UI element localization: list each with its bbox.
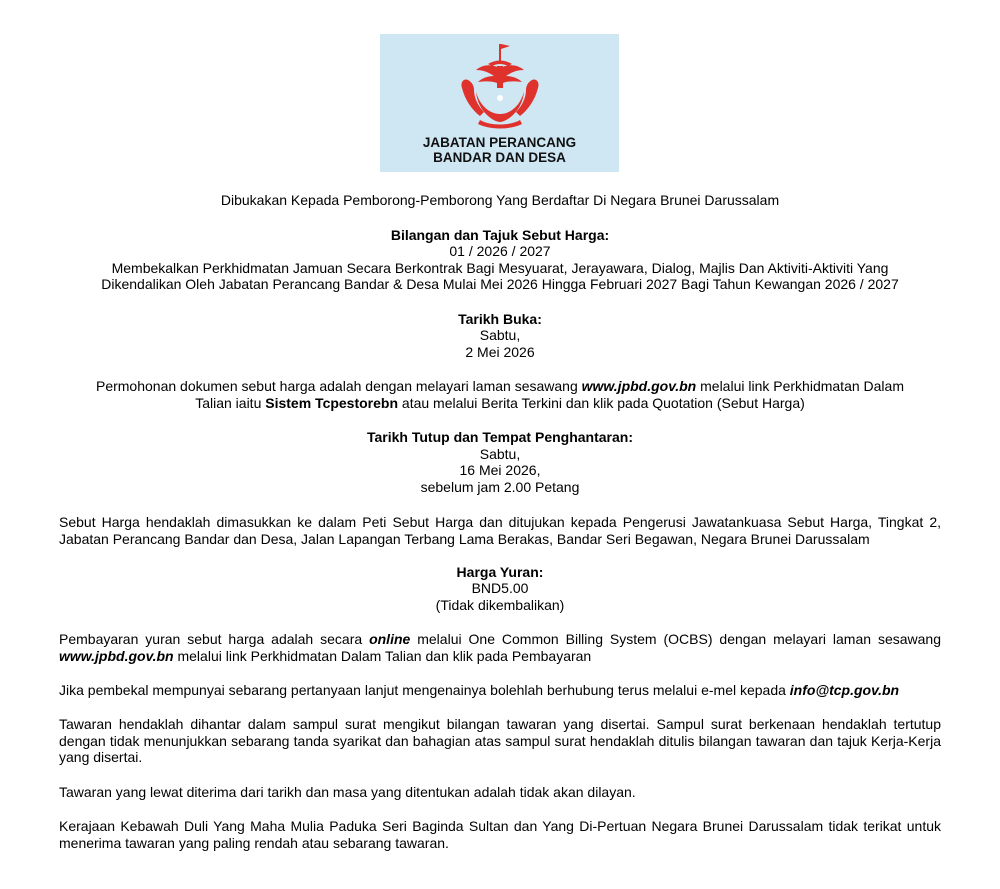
logo-line-2: BANDAR DAN DESA bbox=[433, 150, 566, 165]
pertanyaan-body: Jika pembekal mempunyai sebarang pertanyaan lanjut mengenainya bolehlah berhubung terus melalui e-mel kepada bbox=[59, 682, 790, 698]
permohonan-line-1 bbox=[40, 378, 960, 395]
bilangan-heading: Bilangan dan Tajuk Sebut Harga: bbox=[390, 227, 610, 243]
pertanyaan-email[interactable]: info@tcp.gov.bn bbox=[789, 682, 900, 698]
pembayaran-text-1: Pembayaran yuran sebut harga adalah secara bbox=[59, 631, 370, 647]
bilangan-title-line-1: Membekalkan Perkhidmatan Jamuan Secara Berkontrak Bagi Mesyuarat, Jerayawara, Dialog, Majlis Dan Aktiviti-Aktiviti Yang bbox=[111, 260, 889, 276]
bilangan-title-line-2: Dikendalikan Oleh Jabatan Perancang Bandar & Desa Mulai Mei 2026 Hingga Februari 2027 Bagi Tahun Kewangan 2026 / 2027 bbox=[101, 276, 899, 292]
tarikh-tutup-time: sebelum jam 2.00 Petang bbox=[420, 479, 580, 495]
tawaran-lewat-text: Tawaran yang lewat diterima dari tarikh dan masa yang ditentukan adalah tidak akan dilayan. bbox=[59, 784, 636, 800]
department-logo bbox=[380, 34, 619, 172]
brunei-crest-icon bbox=[450, 40, 550, 132]
permohonan-text-3: Talian iaitu bbox=[195, 395, 266, 411]
pembayaran-online: online bbox=[369, 631, 411, 647]
permohonan-text-1: Permohonan dokumen sebut harga adalah dengan melayari laman sesawang bbox=[95, 378, 582, 394]
harga-yuran-amount: BND5.00 bbox=[471, 580, 529, 596]
tarikh-tutup-date: 16 Mei 2026, bbox=[459, 462, 541, 478]
permohonan-link[interactable]: www.jpbd.gov.bn bbox=[581, 378, 697, 394]
bilangan-number: 01 / 2026 / 2027 bbox=[449, 243, 551, 259]
pembayaran-text-3: melalui link Perkhidmatan Dalam Talian dan klik pada Pembayaran bbox=[173, 647, 592, 664]
permohonan-text-4: atau melalui Berita Terkini dan klik pada Quotation (Sebut Harga) bbox=[398, 395, 805, 411]
logo-line-1: JABATAN PERANCANG bbox=[422, 135, 577, 150]
pembayaran-link[interactable]: www.jpbd.gov.bn bbox=[59, 647, 174, 664]
intro-text: Dibukakan Kepada Pemborong-Pemborong Yang Berdaftar Di Negara Brunei Darussalam bbox=[220, 192, 780, 208]
pertanyaan-text bbox=[59, 682, 941, 699]
permohonan-line-2 bbox=[40, 395, 960, 412]
tarikh-buka-heading: Tarikh Buka: bbox=[458, 311, 542, 327]
harga-yuran-heading: Harga Yuran: bbox=[456, 564, 544, 580]
tarikh-tutup-heading: Tarikh Tutup dan Tempat Penghantaran: bbox=[366, 429, 633, 445]
harga-yuran-note: (Tidak dikembalikan) bbox=[435, 597, 565, 613]
tarikh-buka-day: Sabtu, bbox=[479, 327, 521, 343]
tarikh-buka-date: 2 Mei 2026 bbox=[465, 344, 535, 360]
tawaran-sampul-text: Tawaran hendaklah dihantar dalam sampul surat mengikut bilangan tawaran yang disertai. Sampul surat berkenaan hendaklah tertutup dengan tidak menunjukkan sebarang tanda syarikat dan bahagian atas sampul surat hendaklah ditulis bilangan tawaran dan tajuk Kerja-Kerja yang disertai. bbox=[59, 716, 941, 765]
kerajaan-text: Kerajaan Kebawah Duli Yang Maha Mulia Paduka Seri Baginda Sultan dan Yang Di-Pertuan Negara Brunei Darussalam tidak terikat untuk menerima tawaran yang paling rendah atau sebarang tawaran. bbox=[59, 818, 941, 851]
tarikh-tutup-day: Sabtu, bbox=[479, 446, 521, 462]
permohonan-text-2: melalui link Perkhidmatan Dalam bbox=[696, 378, 904, 394]
sebut-harga-note: Sebut Harga hendaklah dimasukkan ke dalam Peti Sebut Harga dan ditujukan kepada Pengerusi Jawatankuasa Sebut Harga, Tingkat 2, Jabatan Perancang Bandar dan Desa, Jalan Lapangan Terbang Lama Berakas, Bandar Seri Begawan, Negara Brunei Darussalam bbox=[59, 514, 941, 547]
pembayaran-text-2: melalui One Common Billing System (OCBS) dengan melayari laman sesawang bbox=[410, 631, 941, 647]
permohonan-system: Sistem Tcpestorebn bbox=[265, 395, 399, 411]
pembayaran-text bbox=[59, 631, 941, 664]
